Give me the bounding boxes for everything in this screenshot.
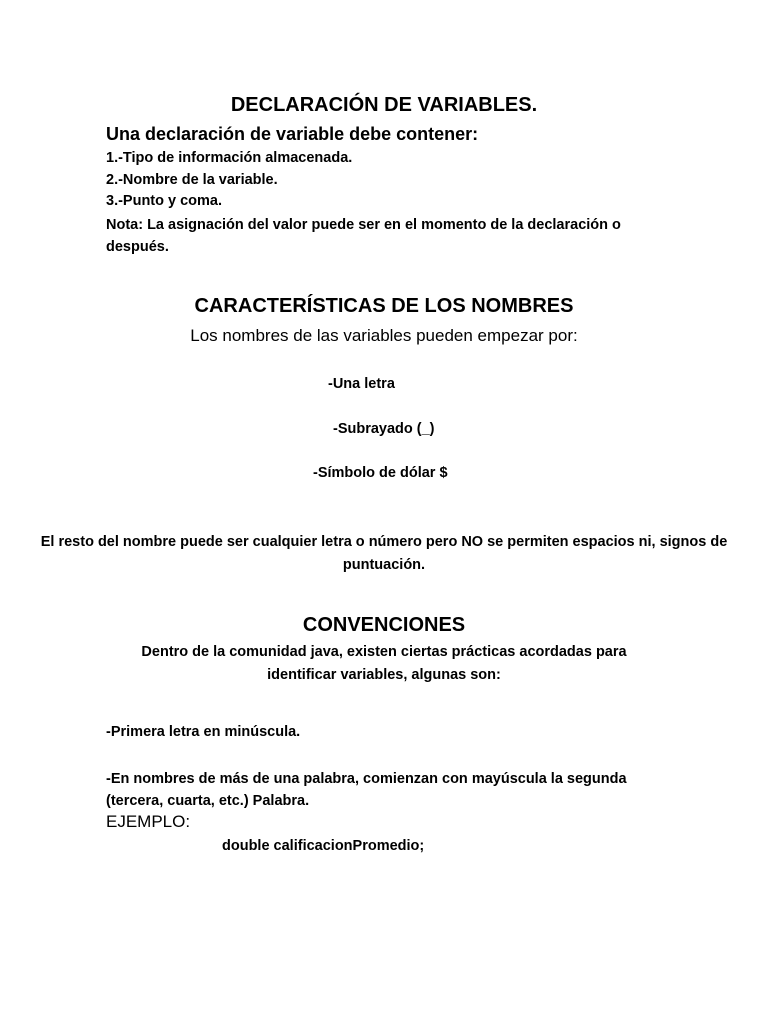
section-title-caracteristicas: CARACTERÍSTICAS DE LOS NOMBRES: [194, 295, 574, 317]
example-code: double calificacionPromedio;: [222, 838, 425, 854]
section-subtitle-declaracion: Una declaración de variable debe contener:: [106, 124, 479, 144]
section-title-convenciones: CONVENCIONES: [302, 614, 466, 636]
section-intro-text: Dentro de la comunidad java, existen ciertas prácticas acordadas para identificar variables, algunas son:: [141, 644, 627, 683]
section-intro-caracteristicas: Los nombres de las variables pueden empezar por:: [190, 326, 578, 345]
rest-of-name-paragraph: [0, 531, 768, 577]
list-item: -Subrayado (_): [333, 421, 435, 437]
example-label: EJEMPLO:: [106, 812, 191, 831]
rest-of-name-text: El resto del nombre puede ser cualquier letra o número pero NO se permiten espacios ni, signos de puntuación.: [40, 534, 728, 573]
list-item: 2.-Nombre de la variable.: [106, 172, 278, 188]
list-item: 3.-Punto y coma.: [106, 193, 223, 209]
list-item: -Una letra: [328, 376, 395, 392]
list-item: -En nombres de más de una palabra, comienzan con mayúscula la segunda (tercera, cuarta, etc.) Palabra.: [106, 771, 627, 809]
list-item: 1.-Tipo de información almacenada.: [106, 150, 353, 166]
list-item: -Primera letra en minúscula.: [106, 724, 301, 740]
section-intro-convenciones: [0, 641, 768, 687]
note-paragraph: Nota: La asignación del valor puede ser en el momento de la declaración o después.: [106, 217, 621, 255]
list-item: -Símbolo de dólar $: [313, 465, 448, 481]
section-title-declaracion: DECLARACIÓN DE VARIABLES.: [230, 94, 538, 116]
